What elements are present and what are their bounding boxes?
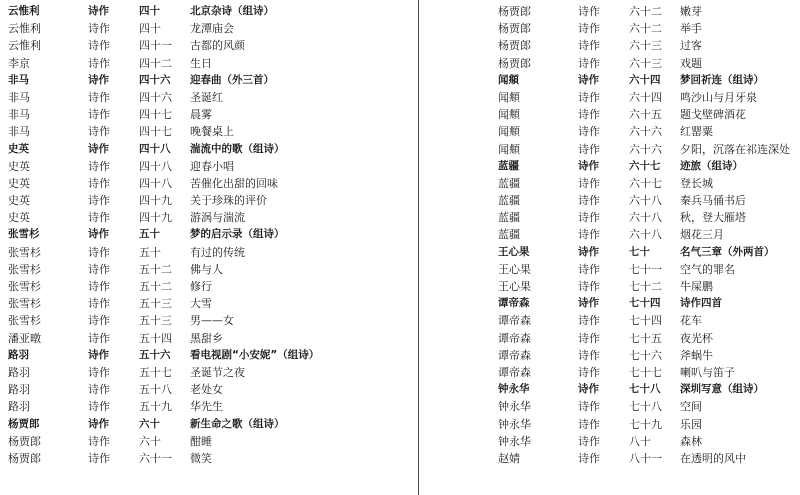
work-title: 嫩芽	[680, 5, 702, 18]
index-entry	[498, 106, 798, 123]
page-number: 五十二	[139, 280, 172, 293]
page-number: 七十	[629, 245, 650, 258]
genre-label: 诗作	[578, 262, 600, 276]
author-name: 钟永华	[498, 383, 530, 396]
page-number: 七十七	[629, 365, 662, 379]
author-name: 张雪杉	[8, 314, 41, 328]
genre-label: 诗作	[578, 125, 600, 139]
author-name: 杨贾郎	[498, 5, 531, 18]
page-number: 六十八	[629, 194, 662, 208]
page-number: 五十七	[139, 365, 172, 379]
page-number: 四十七	[139, 108, 172, 122]
index-entry	[498, 3, 798, 20]
work-title: 空间	[680, 400, 702, 414]
work-title: 牛屎鹏	[680, 280, 713, 293]
author-name: 云惟利	[8, 5, 40, 17]
index-entry	[8, 55, 408, 72]
work-title: 酣睡	[190, 434, 212, 448]
author-name: 蓝疆	[498, 228, 520, 242]
work-title: 微笑	[190, 451, 212, 465]
work-title: 关于珍珠的评价	[190, 194, 267, 208]
author-name: 史英	[8, 142, 29, 155]
index-entry-group-heading	[8, 72, 408, 89]
work-title: 红罂粟	[680, 125, 713, 139]
work-title: 过客	[680, 39, 702, 53]
page-number: 六十七	[629, 176, 662, 190]
work-title: 诗作四首	[680, 297, 722, 310]
page-number: 六十二	[629, 5, 662, 18]
index-entry	[8, 312, 408, 329]
page-number: 五十九	[139, 400, 172, 414]
index-entry	[498, 226, 798, 243]
work-title: 修行	[190, 280, 212, 293]
page-number: 六十一	[139, 451, 172, 465]
page-number: 七十四	[629, 314, 662, 328]
genre-label: 诗作	[88, 194, 110, 208]
author-name: 杨贾郎	[8, 451, 41, 465]
genre-label: 诗作	[88, 176, 110, 190]
author-name: 钟永华	[498, 417, 531, 431]
genre-label: 诗作	[88, 90, 110, 104]
author-name: 非马	[8, 73, 29, 86]
work-title: 戏题	[680, 56, 702, 70]
genre-label: 诗作	[88, 228, 109, 241]
genre-label: 诗作	[578, 194, 600, 208]
page-number: 四十	[139, 22, 161, 36]
author-name: 钟永华	[498, 400, 531, 414]
work-title: 夕阳，沉落在祁连深处	[680, 142, 790, 156]
page-number: 六十六	[629, 142, 662, 156]
index-entry-group-heading	[8, 347, 408, 364]
work-title: 森林	[680, 434, 702, 448]
work-title: 秦兵马俑书后	[680, 194, 746, 208]
genre-label: 诗作	[578, 417, 600, 431]
work-title: 晨雾	[190, 108, 212, 122]
work-title: 深圳写意（组诗）	[680, 383, 764, 396]
work-title: 迹旅（组诗）	[680, 159, 743, 172]
work-title: 梦的启示录（组诗）	[190, 228, 285, 241]
index-entry	[498, 450, 798, 467]
work-title: 佛与人	[190, 262, 223, 276]
index-entry	[8, 37, 408, 54]
genre-label: 诗作	[578, 22, 600, 36]
page-number: 四十一	[139, 39, 172, 53]
genre-label: 诗作	[578, 73, 599, 86]
index-entry	[8, 244, 408, 261]
author-name: 蓝疆	[498, 211, 520, 225]
index-entry	[498, 261, 798, 278]
genre-label: 诗作	[88, 73, 109, 86]
page-number: 七十四	[629, 297, 661, 310]
work-title: 名气三章（外两首）	[680, 245, 775, 258]
index-entry	[498, 416, 798, 433]
page-number: 七十八	[629, 400, 662, 414]
genre-label: 诗作	[88, 5, 109, 17]
genre-label: 诗作	[578, 176, 600, 190]
author-name: 谭帝森	[498, 297, 530, 310]
index-entry	[498, 312, 798, 329]
work-title: 题戈壁碑酒花	[680, 108, 746, 122]
author-name: 杨贾郎	[498, 22, 531, 36]
genre-label: 诗作	[88, 451, 110, 465]
page-number: 六十三	[629, 56, 662, 70]
author-name: 钟永华	[498, 434, 531, 448]
author-name: 闻頫	[498, 108, 520, 122]
author-name: 路羽	[8, 383, 30, 397]
author-name: 史英	[8, 176, 30, 190]
index-entry	[8, 398, 408, 415]
work-title: 古都的风颜	[190, 39, 245, 53]
author-name: 杨贾郎	[8, 417, 40, 430]
page-number: 五十	[139, 228, 160, 241]
genre-label: 诗作	[88, 22, 110, 36]
page-number: 五十六	[139, 348, 171, 361]
genre-label: 诗作	[578, 159, 599, 172]
work-title: 湍流中的歌（组诗）	[190, 142, 285, 155]
genre-label: 诗作	[88, 262, 110, 276]
author-name: 闻頫	[498, 125, 520, 139]
genre-label: 诗作	[578, 211, 600, 225]
work-title: 乐园	[680, 417, 702, 431]
author-name: 潘亚暾	[8, 331, 41, 345]
genre-label: 诗作	[88, 159, 110, 173]
page-number: 六十六	[629, 125, 662, 139]
work-title: 男——女	[190, 314, 234, 328]
work-title: 圣诞节之夜	[190, 365, 245, 379]
page-number: 五十四	[139, 331, 172, 345]
genre-label: 诗作	[88, 331, 110, 345]
author-name: 王心果	[498, 262, 531, 276]
work-title: 大雪	[190, 297, 212, 311]
genre-label: 诗作	[88, 280, 110, 293]
author-name: 杨贾郎	[498, 39, 531, 53]
genre-label: 诗作	[88, 383, 110, 397]
work-title: 空气的罪名	[680, 262, 735, 276]
page-number: 六十	[139, 434, 161, 448]
page-number: 六十	[139, 417, 160, 430]
author-name: 杨贾郎	[498, 56, 531, 70]
index-entry-group-heading	[8, 3, 408, 20]
index-entry-group-heading	[8, 226, 408, 243]
author-name: 史英	[8, 194, 30, 208]
index-entry-group-heading	[498, 381, 798, 398]
genre-label: 诗作	[88, 56, 110, 70]
work-title: 喇叭与笛子	[680, 365, 735, 379]
index-entry	[498, 123, 798, 140]
index-entry	[498, 330, 798, 347]
page-number: 五十	[139, 245, 161, 259]
page-number: 六十七	[629, 159, 661, 172]
page-number: 八十	[629, 434, 651, 448]
author-name: 蓝疆	[498, 159, 519, 172]
work-title: 举手	[680, 22, 702, 36]
page-number: 四十九	[139, 194, 172, 208]
index-entry	[8, 20, 408, 37]
genre-label: 诗作	[578, 348, 600, 362]
index-entry	[498, 347, 798, 364]
author-name: 谭帝森	[498, 331, 531, 345]
work-title: 圣诞红	[190, 90, 223, 104]
work-title: 花车	[680, 314, 702, 328]
page-number: 四十八	[139, 176, 172, 190]
index-entry	[8, 261, 408, 278]
index-entry	[8, 209, 408, 226]
genre-label: 诗作	[578, 297, 599, 310]
genre-label: 诗作	[578, 383, 599, 396]
index-entry-group-heading	[8, 141, 408, 158]
author-name: 李京	[8, 56, 30, 70]
genre-label: 诗作	[578, 142, 600, 156]
page-number: 七十九	[629, 417, 662, 431]
genre-label: 诗作	[578, 331, 600, 345]
page-number: 六十八	[629, 211, 662, 225]
page-number: 四十六	[139, 90, 172, 104]
genre-label: 诗作	[88, 245, 110, 259]
author-name: 路羽	[8, 365, 30, 379]
page-number: 五十三	[139, 297, 172, 311]
genre-label: 诗作	[88, 365, 110, 379]
genre-label: 诗作	[578, 39, 600, 53]
author-name: 闻頫	[498, 73, 519, 86]
index-entry	[8, 295, 408, 312]
genre-label: 诗作	[88, 211, 110, 225]
index-entry	[8, 450, 408, 467]
index-entry	[498, 55, 798, 72]
genre-label: 诗作	[88, 417, 109, 430]
page-number: 六十四	[629, 90, 662, 104]
work-title: 鸣沙山与月牙泉	[680, 90, 757, 104]
work-title: 生日	[190, 56, 212, 70]
work-title: 新生命之歌（组诗）	[190, 417, 285, 430]
work-title: 黑甜乡	[190, 331, 223, 345]
genre-label: 诗作	[88, 314, 110, 328]
work-title: 华先生	[190, 400, 223, 414]
page-number: 四十	[139, 5, 160, 17]
work-title: 夜光杯	[680, 331, 713, 345]
genre-label: 诗作	[88, 400, 110, 414]
author-name: 非马	[8, 125, 30, 139]
author-name: 王心果	[498, 245, 530, 258]
index-entry	[498, 398, 798, 415]
work-title: 老处女	[190, 383, 223, 397]
author-name: 张雪杉	[8, 262, 41, 276]
genre-label: 诗作	[578, 400, 600, 414]
index-entry	[498, 141, 798, 158]
page-number: 六十三	[629, 39, 662, 53]
work-title: 晚餐桌上	[190, 125, 234, 139]
genre-label: 诗作	[578, 228, 600, 242]
page-number: 八十一	[629, 451, 662, 465]
genre-label: 诗作	[578, 245, 599, 258]
index-entry-group-heading	[498, 72, 798, 89]
right-column	[498, 3, 798, 467]
author-name: 非马	[8, 90, 30, 104]
page-number: 七十八	[629, 383, 661, 396]
genre-label: 诗作	[578, 280, 600, 293]
page-number: 四十九	[139, 211, 172, 225]
page-number: 六十八	[629, 228, 662, 242]
genre-label: 诗作	[88, 125, 110, 139]
page-number: 七十一	[629, 262, 662, 276]
work-title: 看电视剧“小安妮”（组诗）	[190, 348, 320, 361]
genre-label: 诗作	[578, 56, 600, 70]
page-number: 七十二	[629, 280, 662, 293]
author-name: 赵婧	[498, 451, 520, 465]
author-name: 云惟利	[8, 22, 41, 36]
work-title: 游涡与湍流	[190, 211, 245, 225]
index-entry	[8, 123, 408, 140]
index-entry	[8, 192, 408, 209]
index-entry	[8, 433, 408, 450]
index-entry-group-heading	[498, 158, 798, 175]
author-name: 蓝疆	[498, 194, 520, 208]
left-column	[8, 3, 408, 467]
author-name: 张雪杉	[8, 245, 41, 259]
author-name: 路羽	[8, 400, 30, 414]
work-title: 登长城	[680, 176, 713, 190]
index-entry	[8, 364, 408, 381]
genre-label: 诗作	[578, 90, 600, 104]
work-title: 苦催化出甜的回味	[190, 176, 278, 190]
index-entry-group-heading	[8, 416, 408, 433]
work-title: 有过的传统	[190, 245, 245, 259]
genre-label: 诗作	[88, 434, 110, 448]
author-name: 谭帝森	[498, 348, 531, 362]
genre-label: 诗作	[88, 297, 110, 311]
author-name: 王心果	[498, 280, 531, 293]
author-name: 史英	[8, 159, 30, 173]
author-name: 谭帝森	[498, 365, 531, 379]
index-entry	[498, 192, 798, 209]
work-title: 梦回祈连（组诗）	[680, 73, 764, 86]
genre-label: 诗作	[578, 5, 600, 18]
index-entry-group-heading	[498, 295, 798, 312]
genre-label: 诗作	[88, 39, 110, 53]
index-entry	[498, 364, 798, 381]
author-name: 蓝疆	[498, 176, 520, 190]
genre-label: 诗作	[88, 108, 110, 122]
page-number: 七十五	[629, 331, 662, 345]
index-entry	[498, 89, 798, 106]
column-divider	[418, 0, 419, 495]
index-entry	[8, 330, 408, 347]
page-number: 四十八	[139, 142, 171, 155]
page-number: 六十四	[629, 73, 661, 86]
work-title: 北京杂诗（组诗）	[190, 5, 274, 17]
genre-label: 诗作	[578, 434, 600, 448]
index-entry	[8, 175, 408, 192]
index-entry	[498, 175, 798, 192]
work-title: 烟花三月	[680, 228, 724, 242]
work-title: 迎春小唱	[190, 159, 234, 173]
page-number: 四十八	[139, 159, 172, 173]
page-number: 六十五	[629, 108, 662, 122]
index-entry	[8, 158, 408, 175]
author-name: 非马	[8, 108, 30, 122]
genre-label: 诗作	[578, 314, 600, 328]
page-number: 五十八	[139, 383, 172, 397]
author-name: 路羽	[8, 348, 29, 361]
author-name: 张雪杉	[8, 280, 41, 293]
page-number: 五十三	[139, 314, 172, 328]
page-number: 四十七	[139, 125, 172, 139]
index-entry-group-heading	[498, 244, 798, 261]
author-name: 云惟利	[8, 39, 41, 53]
author-name: 闻頫	[498, 90, 520, 104]
work-title: 迎春曲（外三首）	[190, 73, 274, 86]
work-title: 龙潭庙会	[190, 22, 234, 36]
author-name: 张雪杉	[8, 297, 41, 311]
index-entry	[8, 381, 408, 398]
page-number: 五十二	[139, 262, 172, 276]
page-number: 四十六	[139, 73, 171, 86]
index-entry	[498, 37, 798, 54]
index-entry	[498, 433, 798, 450]
index-entry	[498, 209, 798, 226]
index-entry	[8, 106, 408, 123]
index-entry	[498, 20, 798, 37]
index-entry	[498, 278, 798, 295]
genre-label: 诗作	[578, 451, 600, 465]
author-name: 谭帝森	[498, 314, 531, 328]
genre-label: 诗作	[578, 365, 600, 379]
author-name: 杨贾郎	[8, 434, 41, 448]
page-number: 六十二	[629, 22, 662, 36]
page-number: 七十六	[629, 348, 662, 362]
work-title: 秋，登大雁塔	[680, 211, 746, 225]
index-entry	[8, 89, 408, 106]
page-number: 四十二	[139, 56, 172, 70]
index-entry	[8, 278, 408, 295]
genre-label: 诗作	[88, 142, 109, 155]
author-name: 史英	[8, 211, 30, 225]
author-name: 张雪杉	[8, 228, 40, 241]
work-title: 在透明的风中	[680, 451, 746, 465]
genre-label: 诗作	[578, 108, 600, 122]
author-name: 闻頫	[498, 142, 520, 156]
genre-label: 诗作	[88, 348, 109, 361]
work-title: 斧蜗牛	[680, 348, 713, 362]
